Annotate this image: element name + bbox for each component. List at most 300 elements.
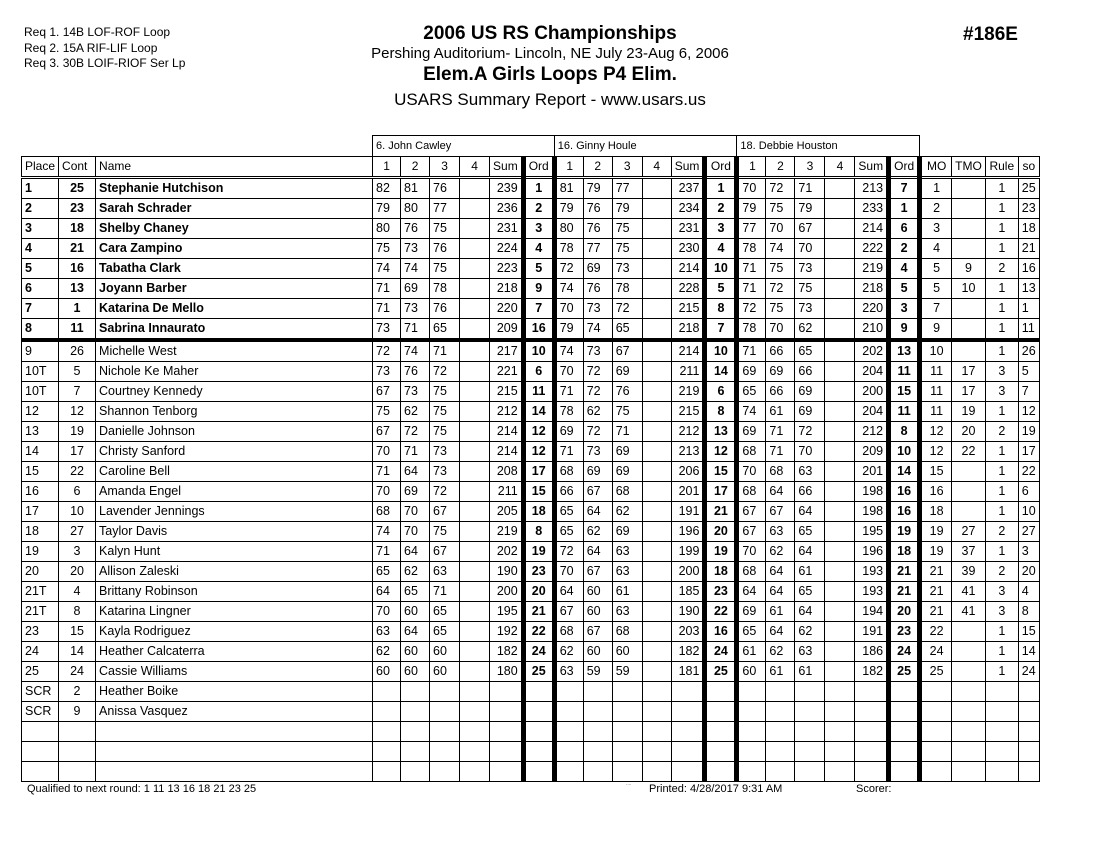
tmo-cell (952, 682, 986, 702)
judge-3-score-2: 64 (766, 482, 795, 502)
judge-2-sum: 206 (671, 462, 705, 482)
judge-2-score-1: 72 (554, 259, 583, 279)
judge-1-ordinal: 6 (523, 362, 554, 382)
judge-3-score-4 (825, 542, 855, 562)
place-cell: 13 (22, 422, 59, 442)
so-cell: 14 (1018, 642, 1039, 662)
cont-cell: 14 (59, 642, 96, 662)
name-cell: Anissa Vasquez (96, 702, 373, 722)
judge-3-score-3: 65 (795, 582, 825, 602)
judge-1-score-3: 72 (430, 362, 460, 382)
judge-3-score-4 (825, 299, 855, 319)
cont-cell: 1 (59, 299, 96, 319)
col-j1-s1: 1 (373, 157, 401, 178)
judge-2-score-1: 74 (554, 340, 583, 362)
cont-cell: 8 (59, 602, 96, 622)
judge-1-sum: 205 (490, 502, 524, 522)
judge-3-score-4 (825, 402, 855, 422)
judge-1-score-1: 67 (373, 382, 401, 402)
judge-1-score-1 (373, 702, 401, 722)
judge-3-score-4 (825, 522, 855, 542)
judge-3-score-1: 67 (737, 522, 766, 542)
tmo-cell (952, 219, 986, 239)
mo-cell: 11 (920, 402, 952, 422)
judge-1-score-2: 73 (401, 299, 430, 319)
judge-2-score-2: 73 (583, 299, 612, 319)
judge-2-score-1 (554, 722, 583, 742)
judge-3-ordinal: 19 (889, 522, 920, 542)
table-row (22, 402, 1040, 422)
col-place: Place (22, 157, 59, 178)
judge-3-score-2: 63 (766, 522, 795, 542)
judge-3-ordinal: 2 (889, 239, 920, 259)
judge-2-score-3: 76 (612, 382, 642, 402)
judge-1-sum: 200 (490, 582, 524, 602)
judge-2-score-4 (642, 239, 671, 259)
judge-1-score-1 (373, 762, 401, 782)
place-cell: 21T (22, 602, 59, 622)
judge-3-ordinal: 5 (889, 279, 920, 299)
judge-header-row (22, 136, 1040, 157)
mo-cell: 2 (920, 199, 952, 219)
judge-2-score-3: 68 (612, 622, 642, 642)
judge-3-score-4 (825, 219, 855, 239)
judge-2-ordinal: 19 (705, 542, 737, 562)
judge-3-ordinal: 10 (889, 442, 920, 462)
judge-3-score-3: 66 (795, 482, 825, 502)
judge-3-score-4 (825, 602, 855, 622)
judge-3-score-3 (795, 742, 825, 762)
tmo-cell (952, 702, 986, 722)
tmo-cell (952, 482, 986, 502)
so-cell: 21 (1018, 239, 1039, 259)
judge-3-score-1: 78 (737, 239, 766, 259)
judge-3-ordinal (889, 702, 920, 722)
tmo-cell (952, 462, 986, 482)
judge-1-score-1: 80 (373, 219, 401, 239)
judge-2-ordinal (705, 762, 737, 782)
judge-3-name: 18. Debbie Houston (737, 136, 920, 157)
judge-2-score-3: 75 (612, 219, 642, 239)
judge-1-score-2: 72 (401, 422, 430, 442)
judge-2-sum: 191 (671, 502, 705, 522)
judge-1-score-2: 80 (401, 199, 430, 219)
mo-cell: 7 (920, 299, 952, 319)
judge-2-score-2 (583, 762, 612, 782)
cont-cell (59, 742, 96, 762)
judge-2-score-4 (642, 722, 671, 742)
judge-3-score-2: 68 (766, 462, 795, 482)
judge-1-score-2: 62 (401, 402, 430, 422)
judge-3-score-3: 64 (795, 502, 825, 522)
judge-1-sum: 218 (490, 279, 524, 299)
judge-2-score-3 (612, 742, 642, 762)
judge-3-score-3 (795, 682, 825, 702)
judge-2-score-2 (583, 742, 612, 762)
judge-1-score-4 (460, 279, 490, 299)
judge-2-ordinal: 12 (705, 442, 737, 462)
judge-2-score-1: 81 (554, 178, 583, 199)
judge-1-score-3: 67 (430, 502, 460, 522)
judge-1-sum: 208 (490, 462, 524, 482)
place-cell: 15 (22, 462, 59, 482)
judge-1-score-3: 75 (430, 382, 460, 402)
judge-3-ordinal: 3 (889, 299, 920, 319)
judge-1-ordinal: 22 (523, 622, 554, 642)
tmo-cell (952, 319, 986, 341)
judge-3-sum: 198 (855, 482, 889, 502)
judge-3-score-3 (795, 702, 825, 722)
so-cell: 3 (1018, 542, 1039, 562)
judge-2-score-1: 70 (554, 562, 583, 582)
judge-3-score-3: 69 (795, 382, 825, 402)
judge-1-score-2 (401, 682, 430, 702)
judge-3-ordinal: 16 (889, 502, 920, 522)
judge-3-ordinal (889, 742, 920, 762)
table-row (22, 722, 1040, 742)
judge-3-sum: 200 (855, 382, 889, 402)
place-cell: 12 (22, 402, 59, 422)
judge-2-score-1: 63 (554, 662, 583, 682)
tmo-cell: 27 (952, 522, 986, 542)
place-cell: 6 (22, 279, 59, 299)
name-cell: Michelle West (96, 340, 373, 362)
col-j3-s1: 1 (737, 157, 766, 178)
judge-2-score-4 (642, 622, 671, 642)
place-cell (22, 722, 59, 742)
judge-3-sum: 233 (855, 199, 889, 219)
judge-3-score-1: 68 (737, 442, 766, 462)
name-cell: Kalyn Hunt (96, 542, 373, 562)
judge-1-ordinal: 7 (523, 299, 554, 319)
judge-3-sum: 210 (855, 319, 889, 341)
judge-3-sum: 195 (855, 522, 889, 542)
judge-2-score-3 (612, 702, 642, 722)
judge-3-score-1: 71 (737, 340, 766, 362)
judge-1-ordinal: 15 (523, 482, 554, 502)
judge-1-score-1: 70 (373, 482, 401, 502)
cont-cell: 3 (59, 542, 96, 562)
judge-3-score-2: 66 (766, 382, 795, 402)
table-row (22, 442, 1040, 462)
judge-2-score-3: 75 (612, 402, 642, 422)
judge-3-score-2: 62 (766, 542, 795, 562)
table-row (22, 462, 1040, 482)
judge-1-ordinal: 16 (523, 319, 554, 341)
judge-3-sum: 220 (855, 299, 889, 319)
rule-cell: 1 (985, 542, 1018, 562)
judge-3-score-4 (825, 562, 855, 582)
column-header-row (22, 157, 1040, 178)
judge-1-score-1: 71 (373, 462, 401, 482)
judge-1-score-1: 72 (373, 340, 401, 362)
judge-1-ordinal: 12 (523, 422, 554, 442)
judge-1-score-3: 76 (430, 299, 460, 319)
judge-1-ordinal: 23 (523, 562, 554, 582)
judge-1-ordinal: 19 (523, 542, 554, 562)
judge-1-ordinal: 1 (523, 178, 554, 199)
judge-2-score-3: 60 (612, 642, 642, 662)
so-cell (1018, 682, 1039, 702)
col-j2-sum: Sum (671, 157, 705, 178)
judge-2-score-2: 76 (583, 199, 612, 219)
rule-cell: 3 (985, 382, 1018, 402)
judge-3-sum: 194 (855, 602, 889, 622)
judge-3-score-4 (825, 622, 855, 642)
judge-2-sum: 181 (671, 662, 705, 682)
judge-3-score-2: 61 (766, 602, 795, 622)
judge-1-score-2: 73 (401, 382, 430, 402)
requirements-list (24, 25, 185, 72)
judge-3-score-4 (825, 662, 855, 682)
judge-1-score-4 (460, 340, 490, 362)
judge-3-score-3: 79 (795, 199, 825, 219)
place-cell: 2 (22, 199, 59, 219)
judge-2-score-3: 72 (612, 299, 642, 319)
judge-1-score-1 (373, 682, 401, 702)
judge-3-score-1: 68 (737, 482, 766, 502)
judge-2-sum: 231 (671, 219, 705, 239)
place-cell: SCR (22, 702, 59, 722)
judge-2-sum: 213 (671, 442, 705, 462)
cont-cell: 21 (59, 239, 96, 259)
judge-1-score-2: 76 (401, 219, 430, 239)
judge-3-score-1: 60 (737, 662, 766, 682)
judge-3-score-2: 71 (766, 442, 795, 462)
judge-3-score-2: 69 (766, 362, 795, 382)
judge-3-score-2 (766, 762, 795, 782)
judge-3-score-2 (766, 702, 795, 722)
table-row (22, 199, 1040, 219)
judge-1-score-2 (401, 702, 430, 722)
judge-3-ordinal: 15 (889, 382, 920, 402)
table-row (22, 219, 1040, 239)
cont-cell: 6 (59, 482, 96, 502)
col-cont: Cont (59, 157, 96, 178)
judge-3-score-3: 62 (795, 319, 825, 341)
judge-1-ordinal: 4 (523, 239, 554, 259)
judge-3-ordinal: 21 (889, 562, 920, 582)
judge-1-score-2: 69 (401, 482, 430, 502)
place-cell: 9 (22, 340, 59, 362)
mo-cell: 22 (920, 622, 952, 642)
judge-1-score-4 (460, 522, 490, 542)
judge-1-score-4 (460, 442, 490, 462)
judge-2-ordinal: 24 (705, 642, 737, 662)
judge-1-sum: 214 (490, 422, 524, 442)
name-cell: Heather Calcaterra (96, 642, 373, 662)
judge-2-score-2: 60 (583, 602, 612, 622)
judge-1-ordinal (523, 702, 554, 722)
judge-1-score-2: 64 (401, 542, 430, 562)
judge-2-sum: 228 (671, 279, 705, 299)
name-cell: Sabrina Innaurato (96, 319, 373, 341)
judge-1-score-2: 70 (401, 522, 430, 542)
judge-1-score-3: 75 (430, 402, 460, 422)
table-row (22, 522, 1040, 542)
tmo-cell (952, 722, 986, 742)
place-cell: 3 (22, 219, 59, 239)
judge-3-score-3 (795, 762, 825, 782)
judge-1-ordinal: 9 (523, 279, 554, 299)
judge-2-score-1: 68 (554, 462, 583, 482)
judge-1-score-3: 73 (430, 442, 460, 462)
judge-2-score-1: 78 (554, 239, 583, 259)
judge-2-score-2: 72 (583, 362, 612, 382)
judge-1-score-2: 74 (401, 340, 430, 362)
requirement-3: Req 3. 30B LOIF-RIOF Ser Lp (24, 56, 186, 70)
judge-2-ordinal: 21 (705, 502, 737, 522)
rule-cell: 1 (985, 442, 1018, 462)
judge-2-score-2: 73 (583, 340, 612, 362)
mo-cell: 10 (920, 340, 952, 362)
judge-2-score-4 (642, 662, 671, 682)
tmo-cell (952, 199, 986, 219)
judge-3-score-4 (825, 642, 855, 662)
name-cell: Danielle Johnson (96, 422, 373, 442)
judge-2-score-3: 69 (612, 462, 642, 482)
judge-1-score-4 (460, 542, 490, 562)
judge-3-score-3: 61 (795, 562, 825, 582)
tmo-cell: 39 (952, 562, 986, 582)
so-cell: 17 (1018, 442, 1039, 462)
mo-cell (920, 682, 952, 702)
name-cell (96, 762, 373, 782)
judge-3-ordinal: 7 (889, 178, 920, 199)
cont-cell (59, 762, 96, 782)
so-cell: 18 (1018, 219, 1039, 239)
judge-3-score-1: 69 (737, 422, 766, 442)
cont-cell: 22 (59, 462, 96, 482)
table-row (22, 178, 1040, 199)
judge-1-ordinal: 11 (523, 382, 554, 402)
judge-1-sum: 231 (490, 219, 524, 239)
cont-cell: 5 (59, 362, 96, 382)
judge-2-score-2 (583, 702, 612, 722)
judge-3-score-2: 70 (766, 319, 795, 341)
judge-1-sum (490, 762, 524, 782)
judge-2-score-1 (554, 742, 583, 762)
judge-2-score-3 (612, 762, 642, 782)
judge-2-sum (671, 762, 705, 782)
judge-3-score-2: 64 (766, 622, 795, 642)
judge-3-sum: 186 (855, 642, 889, 662)
col-j1-s2: 2 (401, 157, 430, 178)
judge-2-score-3: 69 (612, 442, 642, 462)
judge-1-score-3: 60 (430, 642, 460, 662)
judge-1-score-1: 74 (373, 522, 401, 542)
judge-2-score-2: 77 (583, 239, 612, 259)
judge-2-score-1: 70 (554, 362, 583, 382)
judge-2-score-4 (642, 642, 671, 662)
judge-2-sum (671, 742, 705, 762)
judge-3-ordinal: 24 (889, 642, 920, 662)
judge-1-score-2: 62 (401, 562, 430, 582)
name-cell: Katarina De Mello (96, 299, 373, 319)
cont-cell: 17 (59, 442, 96, 462)
judge-3-score-3: 63 (795, 642, 825, 662)
judge-1-score-2: 70 (401, 502, 430, 522)
judge-2-score-2: 64 (583, 502, 612, 522)
col-j1-ord: Ord (523, 157, 554, 178)
rule-cell: 1 (985, 239, 1018, 259)
judge-2-score-2: 62 (583, 402, 612, 422)
col-j2-ord: Ord (705, 157, 737, 178)
cont-cell: 11 (59, 319, 96, 341)
judge-2-score-1: 62 (554, 642, 583, 662)
place-cell: 8 (22, 319, 59, 341)
judge-1-score-4 (460, 562, 490, 582)
judge-2-ordinal: 8 (705, 402, 737, 422)
judge-3-score-1 (737, 702, 766, 722)
judge-1-sum: 215 (490, 382, 524, 402)
name-cell (96, 742, 373, 762)
judge-2-score-4 (642, 382, 671, 402)
judge-3-score-3: 65 (795, 522, 825, 542)
tmo-cell (952, 178, 986, 199)
judge-3-ordinal: 14 (889, 462, 920, 482)
so-cell: 24 (1018, 662, 1039, 682)
judge-1-sum: 239 (490, 178, 524, 199)
tmo-cell: 20 (952, 422, 986, 442)
tmo-cell (952, 662, 986, 682)
judge-2-sum: 185 (671, 582, 705, 602)
judge-2-ordinal (705, 722, 737, 742)
judge-3-score-4 (825, 259, 855, 279)
judge-1-ordinal: 5 (523, 259, 554, 279)
judge-2-score-3: 69 (612, 522, 642, 542)
judge-2-sum: 196 (671, 522, 705, 542)
judge-2-score-4 (642, 422, 671, 442)
judge-1-score-3: 75 (430, 259, 460, 279)
place-cell: 21T (22, 582, 59, 602)
judge-1-ordinal: 14 (523, 402, 554, 422)
rule-cell (985, 702, 1018, 722)
judge-3-score-2: 61 (766, 662, 795, 682)
judge-2-sum: 190 (671, 602, 705, 622)
col-name: Name (96, 157, 373, 178)
col-j1-s3: 3 (430, 157, 460, 178)
judge-2-score-3: 63 (612, 602, 642, 622)
judge-3-score-3: 73 (795, 299, 825, 319)
mo-cell: 19 (920, 522, 952, 542)
judge-2-score-4 (642, 299, 671, 319)
judge-1-score-3: 78 (430, 279, 460, 299)
judge-3-score-1 (737, 682, 766, 702)
judge-3-ordinal: 13 (889, 340, 920, 362)
judge-1-score-4 (460, 299, 490, 319)
judge-1-score-2: 64 (401, 622, 430, 642)
judge-1-score-3: 67 (430, 542, 460, 562)
judge-2-score-3: 73 (612, 259, 642, 279)
judge-1-sum: 195 (490, 602, 524, 622)
judge-3-ordinal: 11 (889, 362, 920, 382)
name-cell: Allison Zaleski (96, 562, 373, 582)
place-cell (22, 762, 59, 782)
table-row (22, 239, 1040, 259)
so-cell: 23 (1018, 199, 1039, 219)
cont-cell: 9 (59, 702, 96, 722)
name-cell: Shannon Tenborg (96, 402, 373, 422)
judge-2-score-1: 72 (554, 542, 583, 562)
judge-2-ordinal (705, 682, 737, 702)
table-row (22, 562, 1040, 582)
rule-cell: 1 (985, 299, 1018, 319)
judge-1-score-3 (430, 722, 460, 742)
place-cell: 18 (22, 522, 59, 542)
judge-2-sum: 218 (671, 319, 705, 341)
judge-1-ordinal: 3 (523, 219, 554, 239)
